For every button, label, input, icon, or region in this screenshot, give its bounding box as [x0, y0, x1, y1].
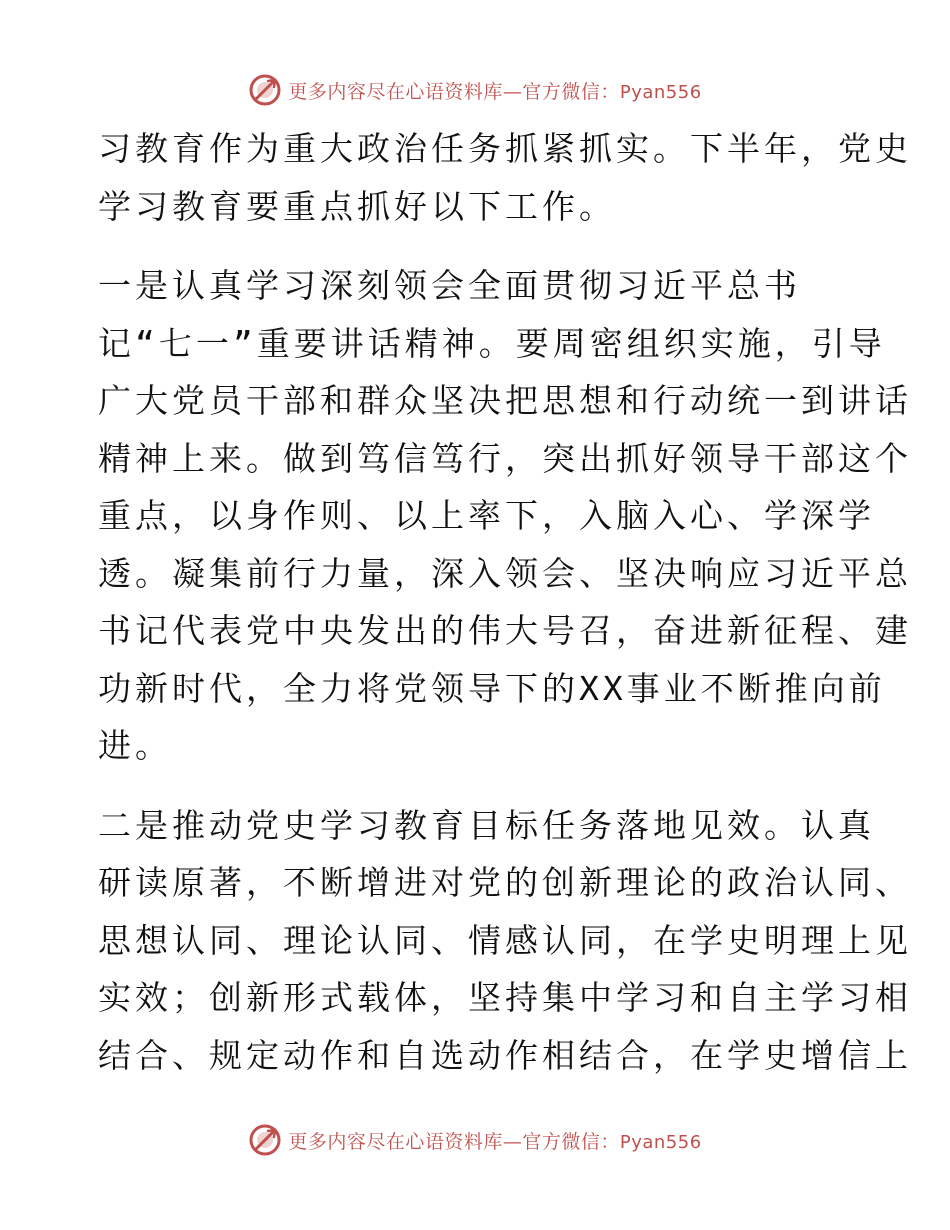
paragraph-1 — [98, 120, 912, 235]
text-line: 结合、规定动作和自选动作相结合，在学史增信上 — [98, 1035, 912, 1075]
text-line: 一是认真学习深刻领会全面贯彻习近平总书 — [98, 266, 801, 305]
text-line: 二是推动党史学习教育目标任务落地见效。认真 — [98, 805, 875, 845]
text-line: 透。凝集前行力量，深入领会、坚决响应习近平总 — [98, 553, 912, 593]
watermark-text — [288, 1127, 701, 1154]
watermark-text — [288, 77, 701, 104]
text-line: 功新时代，全力将党领导下的XX事业不断推向前 — [98, 668, 886, 708]
watermark-official: 官方微信： — [522, 80, 620, 103]
watermark-account: Pyan556 — [619, 81, 702, 103]
text-line: 精神上来。做到笃信笃行，突出抓好领导干部这个 — [98, 438, 912, 478]
footer-watermark — [0, 1120, 950, 1160]
paragraph-3 — [98, 797, 912, 1085]
text-line: 思想认同、理论认同、情感认同，在学史明理上见 — [98, 920, 912, 960]
watermark-brand: 更多内容尽在心语资料库 — [288, 1130, 503, 1153]
text-line: 学习教育要重点抓好以下工作。 — [98, 186, 616, 226]
header-watermark — [0, 70, 950, 110]
watermark-official: 官方微信： — [522, 1130, 620, 1153]
text-line: 记“七一”重要讲话精神。要周密组织实施，引导 — [98, 323, 886, 363]
brand-logo-icon — [248, 73, 282, 107]
text-line: 书记代表党中央发出的伟大号召，奋进新征程、建 — [98, 611, 912, 650]
watermark-dash: — — [502, 1130, 523, 1153]
text-line: 研读原著，不断增进对党的创新理论的政治认同、 — [98, 863, 912, 902]
text-line: 广大党员干部和群众坚决把思想和行动统一到讲话 — [98, 381, 912, 420]
paragraph-2 — [98, 257, 912, 775]
watermark-dash: — — [502, 80, 523, 103]
text-line: 进。 — [98, 726, 172, 765]
watermark-brand: 更多内容尽在心语资料库 — [288, 80, 503, 103]
watermark-account: Pyan556 — [619, 1131, 702, 1153]
text-line: 重点，以身作则、以上率下，入脑入心、学深学 — [98, 496, 875, 535]
document-body — [98, 120, 912, 1084]
text-line: 习教育作为重大政治任务抓紧抓实。下半年，党史 — [98, 129, 912, 168]
text-line: 实效；创新形式载体，坚持集中学习和自主学习相 — [98, 978, 912, 1017]
brand-logo-icon — [248, 1123, 282, 1157]
